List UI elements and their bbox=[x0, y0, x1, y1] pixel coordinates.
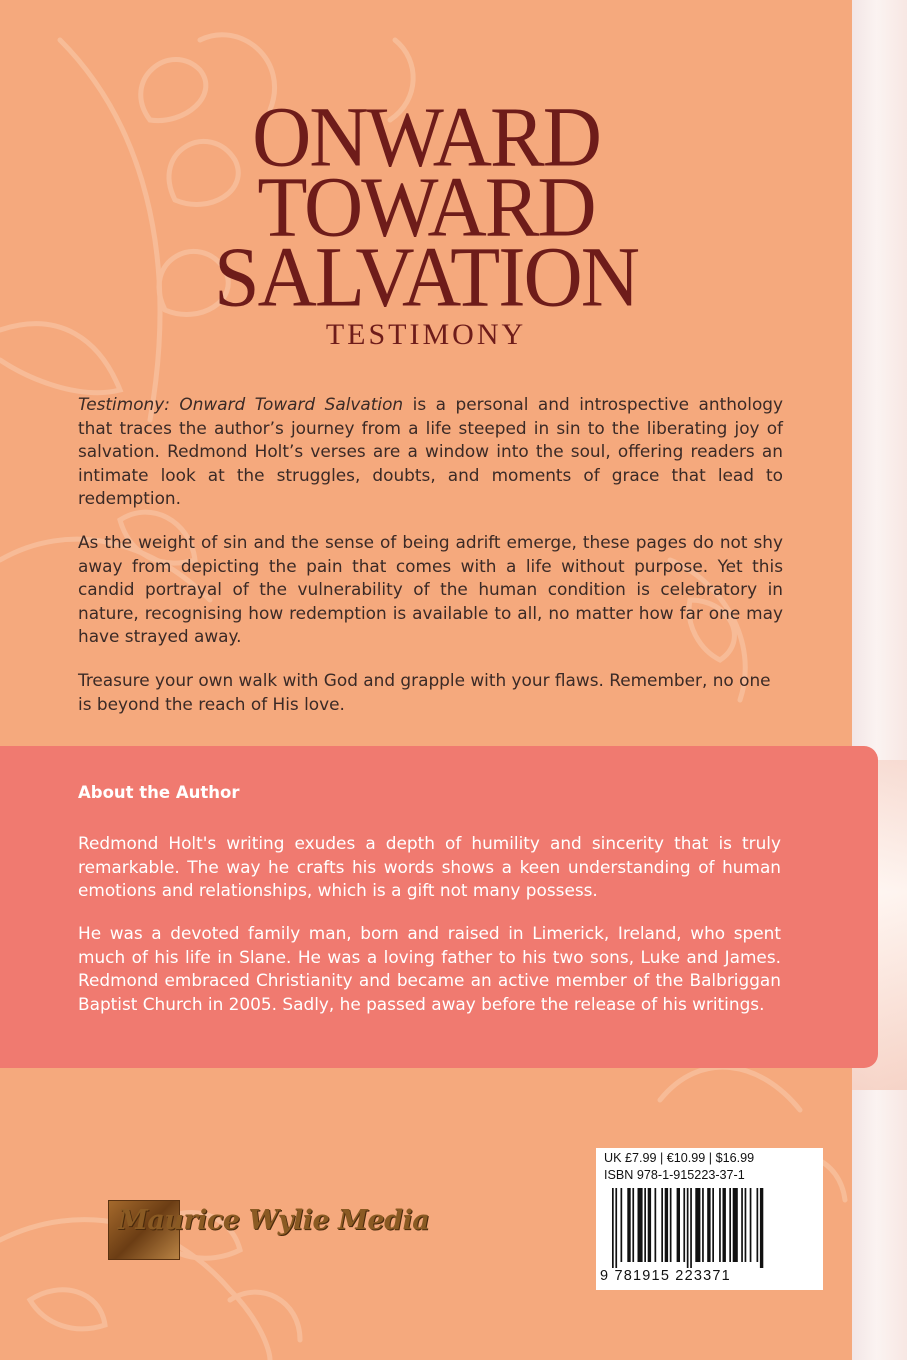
barcode-bar bbox=[729, 1188, 731, 1262]
about-author-paragraph-1: Redmond Holt's writing exudes a depth of humility and sincerity that is truly remarkable. The way he crafts his words shows a keen understanding of human emotions and relationships, which is a gift not many possess. bbox=[78, 833, 781, 901]
barcode-bar bbox=[632, 1188, 634, 1262]
barcode-bar bbox=[719, 1188, 721, 1262]
barcode-bar bbox=[661, 1188, 663, 1262]
barcode-digits: 9 781915 223371 bbox=[600, 1268, 731, 1284]
book-title-italic: Testimony: Onward Toward Salvation bbox=[78, 394, 404, 414]
barcode-bar bbox=[655, 1188, 657, 1262]
barcode-bar bbox=[612, 1188, 614, 1268]
barcode-bar bbox=[745, 1188, 747, 1262]
barcode-bar bbox=[733, 1188, 738, 1262]
barcode-bar bbox=[760, 1188, 763, 1268]
barcode-bar bbox=[644, 1188, 646, 1262]
blurb-paragraph-3: Treasure your own walk with God and grapple with your flaws. Remember, no one is beyond the reach of His love. bbox=[78, 670, 771, 714]
barcode-bar bbox=[695, 1188, 700, 1262]
price-text: UK £7.99 | €10.99 | $16.99 bbox=[604, 1151, 755, 1165]
barcode-bar bbox=[665, 1188, 668, 1262]
barcode-bars bbox=[612, 1188, 817, 1268]
barcode-bar bbox=[741, 1188, 743, 1262]
blurb-paragraph-1-text: is a personal and introspective anthology that traces the author’s journey from a life steeped in sin to the liberating joy of salvation. Redmond Holt’s verses are a window into the soul, offering readers an intimate look at the struggles, doubts, and moments of grace that lead to redemption. bbox=[78, 394, 783, 509]
barcode-bar bbox=[712, 1188, 714, 1262]
publisher-logo-text: Maurice Wylie Media bbox=[118, 1205, 430, 1236]
blurb-paragraph-1 bbox=[78, 393, 783, 511]
barcode-bar bbox=[670, 1188, 672, 1262]
barcode-bar bbox=[638, 1188, 643, 1262]
barcode-bar bbox=[683, 1188, 685, 1262]
barcode-bar bbox=[750, 1188, 752, 1262]
barcode-bar bbox=[677, 1188, 680, 1262]
barcode-bar bbox=[702, 1188, 704, 1262]
barcode-bar bbox=[627, 1188, 630, 1262]
about-author-paragraph-2: He was a devoted family man, born and raised in Limerick, Ireland, who spent much of his life in Slane. He was a loving father to his two sons, Luke and James. Redmond embraced Christianity and became an active member of the Balbriggan Baptist Church in 2005. Sadly, he passed away before the release of his writings. bbox=[78, 923, 781, 1014]
barcode-bar bbox=[723, 1188, 726, 1262]
title-line-3: SALVATION bbox=[214, 228, 638, 325]
blurb-paragraph-2: As the weight of sin and the sense of being adrift emerge, these pages do not shy away from depicting the pain that comes with a life without purpose. Yet this candid portrayal of the vulnerability of the human condition is celebratory in nature, recognising how redemption is available to all, no matter how far one may have strayed away. bbox=[78, 532, 783, 647]
barcode-bar bbox=[690, 1188, 692, 1268]
title-line-1: ONWARD bbox=[252, 88, 600, 185]
title-line-2: TOWARD bbox=[257, 158, 595, 255]
isbn-text: ISBN 978-1-915223-37-1 bbox=[604, 1168, 745, 1182]
barcode-bar bbox=[621, 1188, 623, 1262]
barcode-bar bbox=[648, 1188, 651, 1262]
subtitle: TESTIMONY bbox=[325, 318, 527, 351]
spine-edge bbox=[852, 0, 907, 1360]
barcode-bar bbox=[757, 1188, 759, 1262]
barcode-bar bbox=[687, 1188, 689, 1268]
about-author-heading: About the Author bbox=[78, 783, 240, 802]
barcode-bar bbox=[615, 1188, 617, 1268]
barcode-bar bbox=[707, 1188, 710, 1262]
